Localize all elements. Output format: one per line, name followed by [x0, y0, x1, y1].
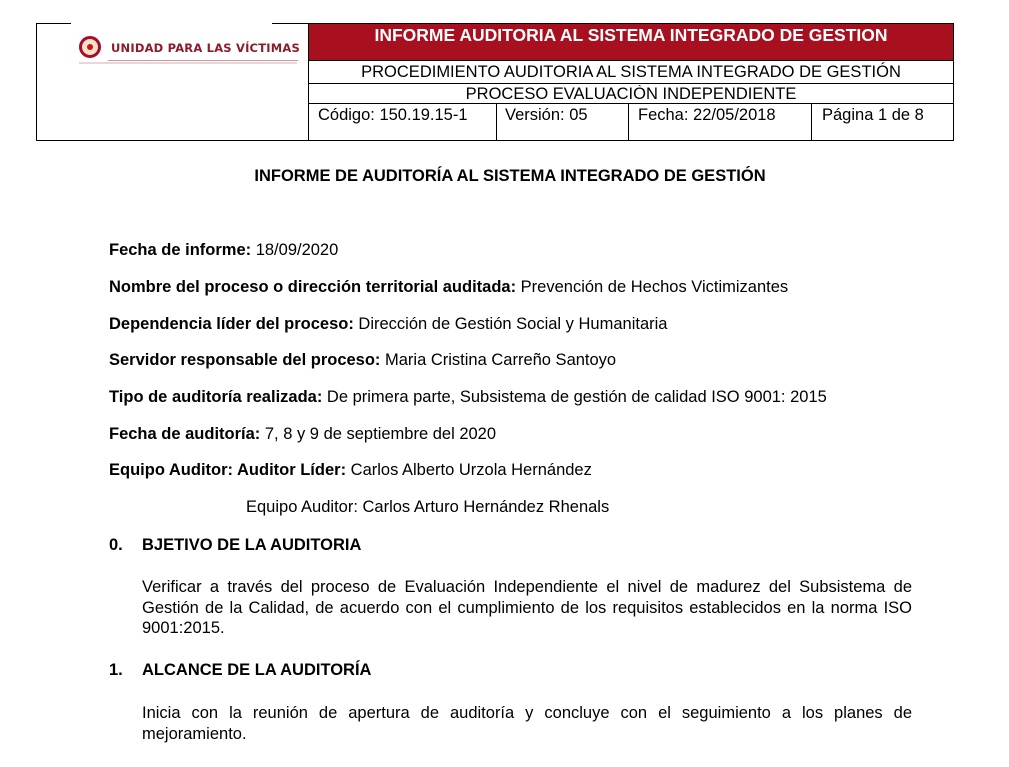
logo-area [36, 23, 308, 141]
coat-of-arms-icon [79, 36, 101, 58]
logo-divider [108, 60, 298, 61]
table-border [36, 140, 954, 141]
section-body-scope: Inicia con la reunión de apertura de auditoría y concluye con el seguimiento a los planes de mejoramiento. [142, 704, 912, 743]
document-title: INFORME DE AUDITORÍA AL SISTEMA INTEGRADO DE GESTIÓN [254, 167, 766, 185]
document-code: Código: 150.19.15-1 [318, 106, 468, 124]
field-audit-team: Equipo Auditor: Carlos Arturo Hernández Rhenals [246, 498, 610, 516]
table-border [953, 23, 954, 141]
section-number: 0. [109, 536, 123, 554]
page-number: Página 1 de 8 [822, 106, 924, 124]
field-report-date: Fecha de informe: 18/09/2020 [109, 241, 339, 259]
field-audit-type: Tipo de auditoría realizada: De primera parte, Subsistema de gestión de calidad ISO 9001: 2015 [109, 388, 827, 406]
section-title-scope: ALCANCE DE LA AUDITORÍA [142, 661, 372, 679]
field-responsible-server: Servidor responsable del proceso: Maria Cristina Carreño Santoyo [109, 351, 617, 369]
document-version: Versión: 05 [505, 106, 588, 124]
section-title-objective: BJETIVO DE LA AUDITORIA [142, 536, 362, 554]
table-border [272, 23, 954, 24]
table-border [308, 23, 309, 141]
table-border [36, 23, 37, 141]
table-border [308, 103, 954, 104]
table-border [811, 103, 812, 141]
table-border [308, 83, 954, 84]
logo-text: UNIDAD PARA LAS VÍCTIMAS [111, 41, 300, 55]
logo-bar [79, 62, 297, 64]
process-name: PROCESO EVALUACIÒN INDEPENDIENTE [465, 85, 797, 103]
table-border [496, 103, 497, 141]
section-body-objective: Verificar a través del proceso de Evaluación Independiente el nivel de madurez del Subsistema de Gestión de la Calidad, de acuerdo con el cumplimiento de los requisitos establecidos en la norma ISO 9001:2015. [142, 578, 912, 637]
field-lead-dependency: Dependencia líder del proceso: Dirección de Gestión Social y Humanitaria [109, 315, 668, 333]
report-header-title: INFORME AUDITORIA AL SISTEMA INTEGRADO DE GESTION [309, 24, 953, 60]
table-border [308, 60, 954, 61]
document-date: Fecha: 22/05/2018 [638, 106, 776, 124]
procedure-name: PROCEDIMIENTO AUDITORIA AL SISTEMA INTEGRADO DE GESTIÓN [361, 63, 901, 81]
section-number: 1. [109, 661, 123, 679]
field-audit-date: Fecha de auditoría: 7, 8 y 9 de septiembre del 2020 [109, 425, 497, 443]
field-process-name: Nombre del proceso o dirección territorial auditada: Prevención de Hechos Victimizantes [109, 278, 789, 296]
table-border [628, 103, 629, 141]
field-lead-auditor: Equipo Auditor: Auditor Líder: Carlos Alberto Urzola Hernández [109, 461, 592, 479]
table-border [36, 23, 71, 24]
